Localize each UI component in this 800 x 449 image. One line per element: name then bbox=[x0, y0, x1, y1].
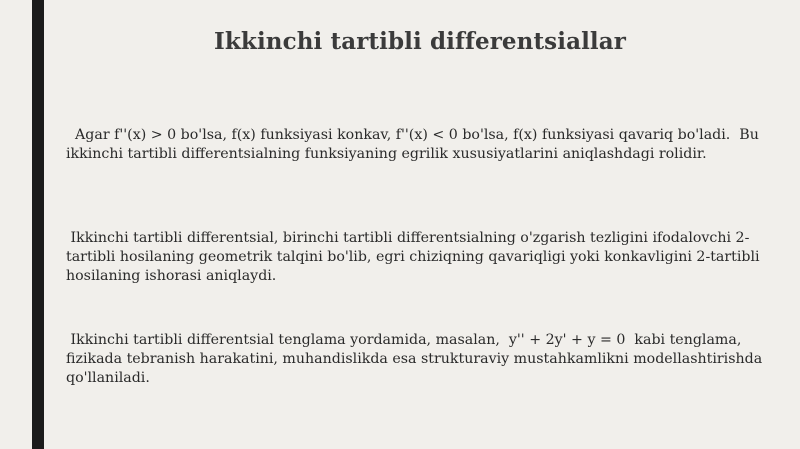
slide-title: Ikkinchi tartibli differentsiallar bbox=[214, 28, 626, 55]
left-accent-bar bbox=[32, 0, 44, 449]
paragraph-3: Ikkinchi tartibli differentsial tenglama yordamida, masalan, y'' + 2y' + y = 0 kabi tenglama, fizikada tebranish harakatini, muhandislikda esa strukturaviy mustahkamlikni modellashtirishda qo'llaniladi. bbox=[66, 332, 767, 386]
paragraph-1: Agar f''(x) > 0 bo'lsa, f(x) funksiyasi konkav, f''(x) < 0 bo'lsa, f(x) funksiyasi qavariq bo'ladi. Bu ikkinchi tartibli differentsialning funksiyaning egrilik xususiyatlarini aniqlashdagi rolidir. bbox=[66, 127, 764, 162]
paragraph-2: Ikkinchi tartibli differentsial, birinchi tartibli differentsialning o'zgarish tezligini ifodalovchi 2-tartibli hosilaning geometrik talqini bo'lib, egri chiziqning qavariqligi yoki konkavligini 2-tartibli hosilaning ishorasi aniqlaydi. bbox=[66, 230, 765, 284]
